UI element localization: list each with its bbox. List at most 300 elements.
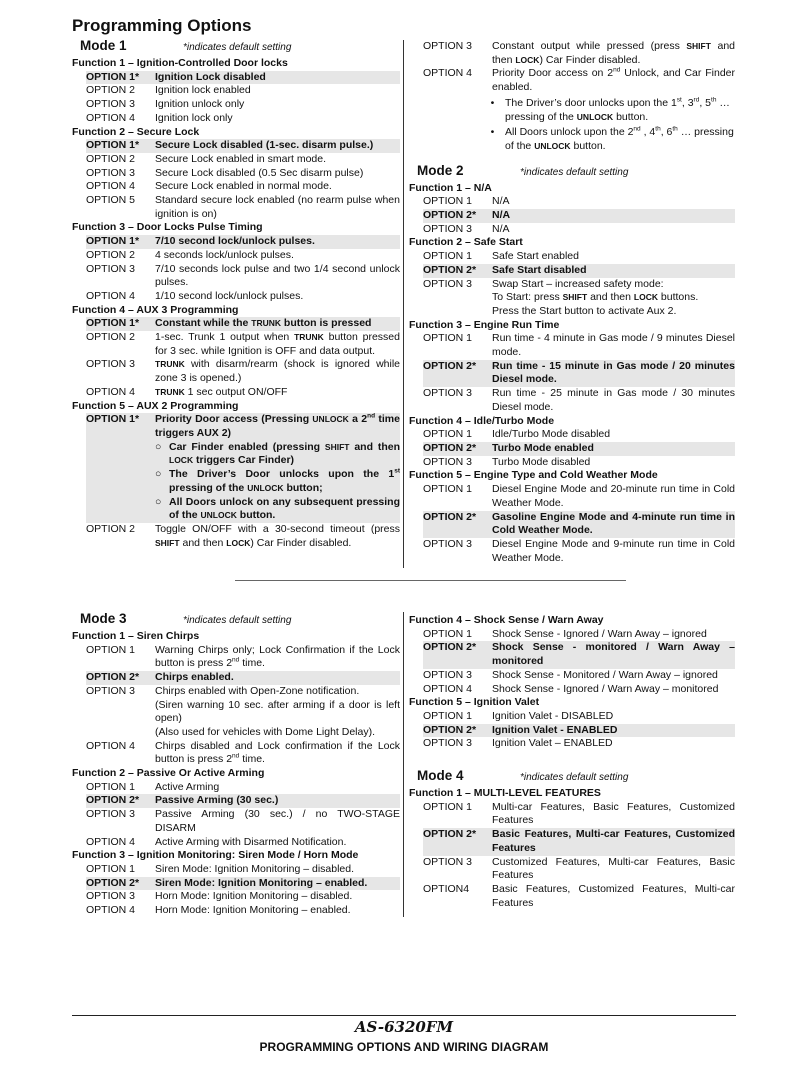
mode-1-section <box>72 39 400 550</box>
option-row <box>423 332 735 359</box>
option-name: OPTION 5 <box>86 194 136 207</box>
mode-label: Mode 4 <box>417 768 464 784</box>
bullet-item <box>480 97 735 124</box>
option-description <box>492 442 735 456</box>
option-row <box>423 40 735 67</box>
option-description <box>155 358 400 385</box>
option-description <box>492 209 735 223</box>
option-row <box>423 641 735 668</box>
option-row <box>86 836 400 850</box>
option-description <box>155 331 400 358</box>
option-text: Chirps disabled and Lock confirmation if the Lock button is press 2nd time. <box>155 739 400 766</box>
option-text: Turbo Mode disabled <box>492 455 591 468</box>
sub-option-text: Car Finder enabled (pressing SHIFT and then LOCK triggers Car Finder) <box>169 440 401 467</box>
option-text: Swap Start – increased safety mode: <box>492 277 664 290</box>
option-name: OPTION 1 <box>423 250 473 263</box>
option-name: OPTION 1 <box>423 428 473 441</box>
option-text: Secure Lock disabled (0.5 Sec disarm pulse) <box>155 166 364 179</box>
option-description <box>155 781 400 795</box>
option-description <box>155 153 400 167</box>
option-description <box>492 737 735 751</box>
ordinal-suffix: th <box>711 96 717 104</box>
option-name: OPTION 1* <box>86 139 140 152</box>
option-text: 7/10 seconds lock pulse and two 1/4 second unlock pulses. <box>155 262 400 289</box>
option-description <box>492 511 735 538</box>
option-row <box>423 856 735 883</box>
button-name: UNLOCK <box>576 111 614 122</box>
button-name: LOCK <box>169 455 194 466</box>
bullet-list <box>423 97 735 154</box>
option-name: OPTION 2 <box>86 152 136 165</box>
ordinal-suffix: rd <box>693 96 700 104</box>
function-options <box>72 235 400 304</box>
option-line: (Siren warning 10 sec. after arming if a door is left open) <box>155 698 400 725</box>
option-description <box>155 794 400 808</box>
function-heading: Function 2 – Secure Lock <box>72 125 200 138</box>
option-text: Horn Mode: Ignition Monitoring – disabled. <box>155 890 353 903</box>
function-heading: Function 3 – Engine Run Time <box>409 318 560 331</box>
circle-bullet-icon: ○ <box>155 468 162 481</box>
option-row <box>423 710 735 724</box>
option-name: OPTION 1* <box>86 235 140 248</box>
function-heading: Function 2 – Safe Start <box>409 236 523 249</box>
option-description <box>155 644 400 671</box>
option-row <box>86 71 400 85</box>
option-row <box>423 669 735 683</box>
function-heading: Function 2 – Passive Or Active Arming <box>72 767 265 780</box>
ordinal-suffix: nd <box>633 125 641 133</box>
default-setting-note: *indicates default setting <box>520 772 629 784</box>
option-row <box>423 628 735 642</box>
option-text: N/A <box>492 195 510 208</box>
button-name: LOCK <box>515 54 540 65</box>
option-description <box>155 685 400 740</box>
option-row <box>86 523 400 550</box>
option-row <box>423 456 735 470</box>
button-name: UNLOCK <box>200 510 237 521</box>
ordinal-suffix: th <box>655 125 661 133</box>
bullet-icon: • <box>490 126 495 139</box>
option-description <box>155 386 400 400</box>
option-row <box>423 195 735 209</box>
bullet-icon: • <box>490 96 495 109</box>
default-setting-note: *indicates default setting <box>183 42 292 53</box>
option-description <box>155 263 400 290</box>
option-name: OPTION 1 <box>86 862 136 875</box>
option-name: OPTION 3 <box>86 358 136 371</box>
function-options <box>409 428 735 469</box>
option-name: OPTION 4 <box>86 385 136 398</box>
ordinal-suffix: nd <box>367 412 376 420</box>
option-text: Chirps enabled. <box>155 671 234 684</box>
option-text: Run time - 25 minute in Gas mode / 30 minutes Diesel mode. <box>492 387 735 413</box>
option-row <box>86 180 400 194</box>
ordinal-suffix: st <box>394 467 400 475</box>
option-row <box>423 883 735 910</box>
option-description <box>492 67 735 94</box>
function-options <box>409 332 735 414</box>
sub-option <box>155 496 400 523</box>
mode-heading <box>72 39 400 57</box>
option-text: Multi-car Features, Basic Features, Customized Features <box>492 800 735 827</box>
option-name: OPTION 2* <box>423 641 477 654</box>
option-text: Secure Lock disabled (1-sec. disarm pulse.) <box>155 139 374 152</box>
sub-option-text: All Doors unlock on any subsequent pressing of the UNLOCK button. <box>169 495 400 522</box>
ordinal-suffix: th <box>672 125 678 133</box>
option-name: OPTION 3 <box>423 855 473 868</box>
column-divider-bottom <box>403 612 404 917</box>
option-row <box>86 331 400 358</box>
option-description <box>155 890 400 904</box>
option-row <box>86 98 400 112</box>
function-heading: Function 1 – Ignition-Controlled Door locks <box>72 57 288 69</box>
bullet-text: The Driver’s door unlocks upon the 1st, 3rd, 5th … pressing of the UNLOCK button. <box>505 96 730 123</box>
option-name: OPTION 3 <box>423 40 473 52</box>
option-name: OPTION 1 <box>423 627 473 640</box>
option-name: OPTION 2* <box>423 510 477 523</box>
option-text: Shock Sense - monitored / Warn Away – monitored <box>492 641 735 668</box>
option-name: OPTION 2* <box>423 828 477 841</box>
option-text: N/A <box>492 209 511 222</box>
option-text: Siren Mode: Ignition Monitoring – disabled. <box>155 862 355 875</box>
option-row <box>423 683 735 697</box>
option-text: Constant while the TRUNK button is pressed <box>155 317 372 330</box>
function-heading: Function 5 – AUX 2 Programming <box>72 399 239 412</box>
option-description <box>492 264 735 278</box>
option-description <box>155 808 400 835</box>
option-row <box>86 112 400 126</box>
footer-rule <box>72 1015 736 1016</box>
mode-heading <box>409 164 735 182</box>
option-name: OPTION 3 <box>423 277 473 290</box>
mode-3-section <box>72 612 400 918</box>
option-line: (Also used for vehicles with Dome Light Delay). <box>155 725 376 738</box>
option-description <box>492 538 735 565</box>
option-description <box>492 828 735 855</box>
mode-label: Mode 1 <box>80 38 127 53</box>
option-name: OPTION 1* <box>86 70 140 83</box>
option-description <box>155 413 400 523</box>
option-text: Secure Lock enabled in normal mode. <box>155 180 332 193</box>
function-options <box>72 139 400 221</box>
option-row <box>86 167 400 181</box>
option-line: To Start: press SHIFT and then LOCK buttons. <box>492 291 699 304</box>
option-description <box>155 235 400 249</box>
mode-4-section <box>409 614 735 910</box>
option-name: OPTION 2* <box>423 723 477 736</box>
option-row <box>86 740 400 767</box>
button-name: TRUNK <box>155 386 185 397</box>
option-description <box>492 428 735 442</box>
option-row <box>423 724 735 738</box>
function-options <box>409 483 735 565</box>
option-row <box>423 511 735 538</box>
option-description <box>492 710 735 724</box>
option-name: OPTION 1 <box>423 332 473 345</box>
function-options <box>409 801 735 911</box>
option-name: OPTION 4 <box>86 111 136 124</box>
option-text: Basic Features, Multi-car Features, Customized Features <box>492 828 735 854</box>
section-separator <box>235 580 626 581</box>
option-description <box>492 641 735 668</box>
option-text: Shock Sense - Monitored / Warn Away – ignored <box>492 668 718 681</box>
option-text: N/A <box>492 222 510 235</box>
option-text: Siren Mode: Ignition Monitoring – enabled. <box>155 876 368 889</box>
button-name: UNLOCK <box>312 414 349 425</box>
option-name: OPTION 2 <box>86 248 136 261</box>
option-name: OPTION 1 <box>423 195 473 208</box>
function-options <box>72 863 400 918</box>
option-text: Ignition unlock only <box>155 98 245 111</box>
option-row <box>86 890 400 904</box>
option-name: OPTION 3 <box>423 737 473 750</box>
option-description <box>492 332 735 359</box>
option-name: OPTION 2 <box>86 84 136 97</box>
function-heading: Function 1 – Siren Chirps <box>72 630 200 642</box>
function-heading: Function 5 – Engine Type and Cold Weather Mode <box>409 469 658 482</box>
option-row <box>86 235 400 249</box>
option-row <box>423 387 735 414</box>
option-description <box>492 856 735 883</box>
mode-heading <box>72 612 400 630</box>
option-text: 4 seconds lock/unlock pulses. <box>155 248 294 261</box>
option-text: Gasoline Engine Mode and 4-minute run time in Cold Weather Mode. <box>492 510 735 537</box>
option-description <box>492 223 735 237</box>
button-name: SHIFT <box>155 537 180 548</box>
option-text: Ignition Valet - DISABLED <box>492 709 614 722</box>
option-description <box>492 456 735 470</box>
button-name: SHIFT <box>324 441 350 452</box>
option-text: Ignition lock only <box>155 111 233 124</box>
function-options <box>409 195 735 236</box>
option-name: OPTION 4 <box>86 739 136 752</box>
option-description <box>492 801 735 828</box>
option-row <box>86 904 400 918</box>
function-options <box>72 644 400 767</box>
option-name: OPTION 1 <box>86 780 136 793</box>
option-row <box>423 264 735 278</box>
option-description <box>492 883 735 910</box>
option-text: Shock Sense - Ignored / Warn Away – monitored <box>492 682 719 695</box>
option-row <box>86 413 400 523</box>
option-text: Toggle ON/OFF with a 30-second timeout (press SHIFT and then LOCK) Car Finder disabled. <box>155 522 400 549</box>
option-row <box>423 828 735 855</box>
function-heading: Function 5 – Ignition Valet <box>409 696 540 709</box>
option-row <box>423 538 735 565</box>
option-description <box>155 317 400 331</box>
mode-label: Mode 3 <box>80 611 127 626</box>
function-options <box>409 250 735 319</box>
function-options <box>72 71 400 126</box>
bullet-text: All Doors unlock upon the 2nd , 4th, 6th … pressing of the UNLOCK button. <box>505 125 734 152</box>
option-name: OPTION 4 <box>86 180 136 193</box>
option-text: Secure Lock enabled in smart mode. <box>155 152 327 165</box>
spacer <box>409 751 735 769</box>
option-row <box>423 428 735 442</box>
option-name: OPTION 4 <box>86 289 136 302</box>
option-name: OPTION 1* <box>86 317 140 330</box>
column-divider-top <box>403 40 404 568</box>
option-row <box>86 317 400 331</box>
option-name: OPTION4 <box>423 882 470 895</box>
ordinal-suffix: nd <box>232 656 240 664</box>
option-row <box>86 139 400 153</box>
option-text: Run time - 15 minute in Gas mode / 20 minutes Diesel mode. <box>492 359 735 386</box>
option-text: Basic Features, Customized Features, Multi-car Features <box>492 882 735 909</box>
option-name: OPTION 4 <box>423 682 473 695</box>
option-description <box>492 278 735 319</box>
option-name: OPTION 1 <box>423 483 473 496</box>
button-name: UNLOCK <box>534 140 571 151</box>
circle-bullet-icon: ○ <box>155 440 162 453</box>
function-options <box>409 628 735 697</box>
option-text: Diesel Engine Mode and 9-minute run time in Cold Weather Mode. <box>492 537 735 564</box>
option-name: OPTION 3 <box>423 387 473 400</box>
option-text: Chirps enabled with Open-Zone notification. <box>155 684 360 697</box>
option-row <box>86 671 400 685</box>
option-text: Standard secure lock enabled (no rearm pulse when ignition is on) <box>155 194 400 220</box>
mode-heading <box>409 769 735 787</box>
function-options-continued <box>409 40 735 154</box>
option-row <box>86 290 400 304</box>
button-name: TRUNK <box>251 318 282 329</box>
option-text: Safe Start enabled <box>492 250 579 263</box>
button-name: SHIFT <box>562 292 588 303</box>
option-text: Ignition Valet - ENABLED <box>492 723 618 736</box>
option-name: OPTION 2* <box>86 671 140 684</box>
option-row <box>423 360 735 387</box>
option-description <box>155 523 400 550</box>
option-name: OPTION 4 <box>423 67 473 80</box>
default-setting-note: *indicates default setting <box>183 615 292 626</box>
option-row <box>86 644 400 671</box>
option-text: 1-sec. Trunk 1 output when TRUNK button pressed for 3 sec. while Ignition is OFF and data output. <box>155 331 400 357</box>
option-text: Turbo Mode enabled <box>492 441 594 454</box>
option-name: OPTION 1 <box>423 800 473 813</box>
option-name: OPTION 2* <box>423 263 477 276</box>
option-row <box>423 250 735 264</box>
mode-2-section <box>409 40 735 565</box>
option-description <box>155 836 400 850</box>
ordinal-suffix: st <box>676 96 682 104</box>
option-row <box>86 863 400 877</box>
option-row <box>423 737 735 751</box>
option-description <box>492 40 735 67</box>
option-row <box>86 794 400 808</box>
option-text: Customized Features, Multi-car Features, Basic Features <box>492 855 735 882</box>
option-text: Horn Mode: Ignition Monitoring – enabled. <box>155 904 351 917</box>
option-name: OPTION 1* <box>86 413 140 426</box>
button-name: UNLOCK <box>247 482 284 493</box>
option-description <box>155 71 400 85</box>
option-name: OPTION 3 <box>423 668 473 681</box>
option-row <box>423 223 735 237</box>
option-description <box>155 671 400 685</box>
option-text: Warning Chirps only; Lock Confirmation if the Lock button is press 2nd time. <box>155 643 400 670</box>
button-name: TRUNK <box>155 359 185 370</box>
option-row <box>86 781 400 795</box>
option-text: Passive Arming (30 sec.) <box>155 794 279 807</box>
option-name: OPTION 1 <box>423 709 473 722</box>
option-text: Safe Start disabled <box>492 263 587 276</box>
option-line: Press the Start button to activate Aux 2. <box>492 304 677 317</box>
function-heading: Function 4 – Idle/Turbo Mode <box>409 414 555 427</box>
option-text: TRUNK 1 sec output ON/OFF <box>155 385 288 398</box>
option-name: OPTION 3 <box>86 98 136 111</box>
option-name: OPTION 3 <box>423 222 473 235</box>
option-description <box>155 863 400 877</box>
option-name: OPTION 3 <box>423 537 473 550</box>
option-description <box>155 290 400 304</box>
sub-option <box>155 468 400 495</box>
function-heading: Function 3 – Ignition Monitoring: Siren Mode / Horn Mode <box>72 849 359 862</box>
option-text: Active Arming <box>155 780 220 793</box>
function-options <box>72 413 400 550</box>
option-description <box>155 877 400 891</box>
option-text: Priority Door access on 2nd Unlock, and Car Finder enabled. <box>492 66 735 94</box>
option-name: OPTION 4 <box>86 835 136 848</box>
option-description <box>155 84 400 98</box>
option-text: Shock Sense - Ignored / Warn Away – ignored <box>492 627 707 640</box>
option-description <box>155 180 400 194</box>
option-description <box>492 669 735 683</box>
document-subtitle: PROGRAMMING OPTIONS AND WIRING DIAGRAM <box>259 1040 549 1054</box>
option-text: Priority Door access (Pressing UNLOCK a 2nd time triggers AUX 2) <box>155 412 400 439</box>
option-name: OPTION 2 <box>86 522 136 535</box>
button-name: SHIFT <box>686 41 711 51</box>
option-text: Ignition Valet – ENABLED <box>492 737 613 750</box>
option-name: OPTION 1 <box>86 643 136 656</box>
option-row <box>86 877 400 891</box>
option-text: Ignition lock enabled <box>155 84 251 97</box>
option-description <box>155 740 400 767</box>
function-options <box>72 317 400 399</box>
option-name: OPTION 3 <box>86 808 136 821</box>
option-row <box>423 209 735 223</box>
sub-option-list <box>155 441 400 523</box>
option-description <box>155 249 400 263</box>
function-heading: Function 1 – N/A <box>409 181 492 194</box>
bullet-item <box>480 126 735 153</box>
page-title: Programming Options <box>72 16 252 35</box>
option-name: OPTION 3 <box>423 455 473 468</box>
option-description <box>492 360 735 387</box>
option-name: OPTION 3 <box>86 262 136 275</box>
option-text: Idle/Turbo Mode disabled <box>492 428 611 441</box>
option-text: Run time - 4 minute in Gas mode / 9 minutes Diesel mode. <box>492 332 735 359</box>
mode-label: Mode 2 <box>417 162 464 178</box>
option-text: Active Arming with Disarmed Notification. <box>155 835 347 848</box>
option-description <box>492 628 735 642</box>
option-row <box>86 358 400 385</box>
option-row <box>423 442 735 456</box>
option-description <box>155 904 400 918</box>
sub-option-text: The Driver’s Door unlocks upon the 1st pressing of the UNLOCK button; <box>169 467 400 494</box>
option-row <box>86 808 400 835</box>
option-text: 7/10 second lock/unlock pulses. <box>155 235 315 248</box>
button-name: LOCK <box>226 537 251 548</box>
option-row <box>423 278 735 319</box>
option-description <box>155 98 400 112</box>
option-row <box>86 386 400 400</box>
option-description <box>492 483 735 510</box>
option-description <box>155 139 400 153</box>
option-description <box>155 194 400 221</box>
function-heading: Function 4 – Shock Sense / Warn Away <box>409 614 604 626</box>
sub-option <box>155 441 400 468</box>
option-description <box>492 683 735 697</box>
option-row <box>86 685 400 740</box>
